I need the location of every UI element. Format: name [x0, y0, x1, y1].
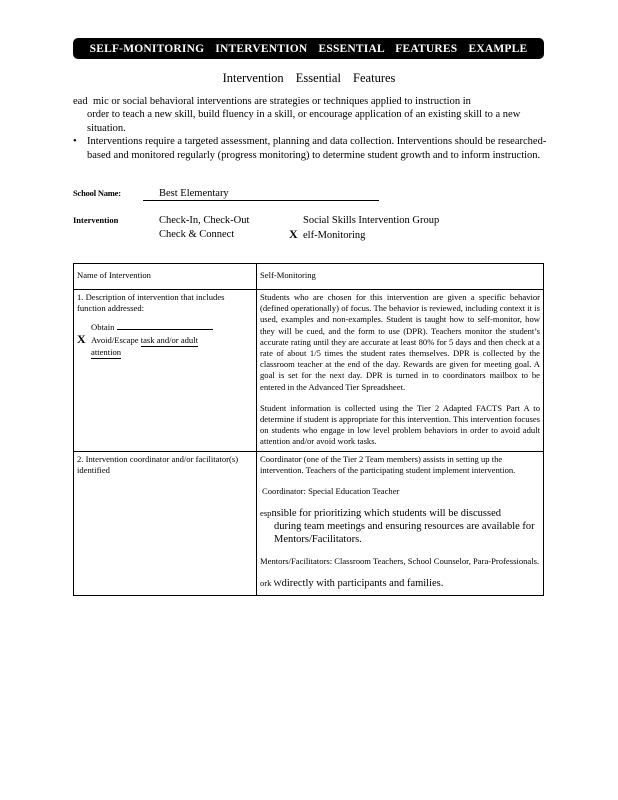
option-label: Check & Connect [159, 229, 235, 240]
option-label: Check-In, Check-Out [159, 215, 250, 226]
responsibility-paragraph [260, 507, 540, 546]
avoid-label-c: attention [91, 347, 121, 359]
avoid-row [77, 331, 253, 359]
obtain-row [77, 322, 253, 333]
header-left-text: Name of Intervention [77, 270, 151, 281]
intro-item-1-bullet: ead [73, 96, 88, 107]
option-self-monitoring[interactable] [289, 228, 365, 242]
header-right-text: Self-Monitoring [260, 270, 316, 281]
work-text: directly with participants and families. [281, 578, 444, 590]
option-check-and-connect[interactable] [145, 228, 234, 241]
description-title: 1. Description of intervention that includes function addressed: [77, 292, 225, 314]
school-name-row [73, 188, 379, 201]
option-label: Social Skills Intervention Group [303, 215, 440, 226]
page-subtitle: Intervention Essential Features [222, 71, 396, 85]
x-mark-icon[interactable]: X [289, 227, 298, 241]
coordinator-left-cell [74, 451, 257, 596]
obtain-blank-line [117, 329, 213, 330]
intervention-table [73, 263, 544, 596]
intervention-label: Intervention [73, 215, 119, 225]
x-mark-icon[interactable]: X [77, 331, 86, 346]
responsibility-line-1: nsible for prioritizing which students will be discussed [271, 508, 501, 520]
option-social-skills-group[interactable] [289, 214, 439, 227]
coordinator-paragraph-1: Coordinator (one of the Tier 2 Team members) assists in setting up the intervention. Teachers of the participating student implement intervention. [260, 453, 516, 475]
responsibility-prefix: esp [260, 508, 272, 519]
banner-title: SELF-MONITORING INTERVENTION ESSENTIAL FEATURES EXAMPLE [89, 42, 528, 55]
school-name-label: School Name: [73, 188, 121, 198]
obtain-label: Obtain [91, 322, 115, 333]
intro-item-1 [73, 95, 548, 135]
coordinator-right-cell [257, 451, 544, 596]
description-left-cell [74, 290, 257, 452]
responsibility-line-2: during team meetings and ensuring resources are available for Mentors/Facilitators. [274, 521, 535, 546]
option-check-in-check-out[interactable] [145, 214, 249, 227]
header-left-cell [74, 264, 257, 290]
table-row-coordinator [74, 451, 544, 596]
table-row-description [74, 290, 544, 452]
coordinator-paragraph-3: Mentors/Facilitators: Classroom Teachers, School Counselor, Para-Professionals. [260, 556, 540, 567]
intro-item-2 [73, 135, 548, 162]
school-name-value: Best Elementary [143, 188, 379, 201]
option-label: elf-Monitoring [303, 230, 366, 241]
avoid-label-a: Avoid/Escape [91, 334, 141, 345]
intro-list [73, 95, 548, 162]
coordinator-paragraph-2: Coordinator: Special Education Teacher [262, 486, 400, 497]
intro-item-2-bullet: • [73, 136, 77, 148]
intro-item-1-line2: order to teach a new skill, build fluency in a skill, or encourage application of an existing skill to a new situation. [87, 109, 521, 134]
description-right-cell [257, 290, 544, 452]
work-paragraph [260, 577, 540, 592]
work-prefix: ork W [260, 578, 282, 589]
title-banner [73, 38, 544, 59]
header-right-cell [257, 264, 544, 290]
coordinator-title: 2. Intervention coordinator and/or facilitator(s) identified [77, 453, 239, 475]
avoid-label-b: task and/or adult [141, 335, 198, 347]
description-paragraph-1: Students who are chosen for this intervention are given a specific behavior (defined operationally) of focus. The behavior is reviewed, including context it is used, examples and non-examples. Student is taught how to self-monitor, how they will be cued, and the form to use (DPR). Teachers monitor the student’s accurate rating until they are accurate at least 80% for 5 days and then check at a rate of about 1/5 times the student rates themselves. DPR is collected by the classroom teacher at the end of the day. Rewards are given for meeting goal. A goal is set for the next day. DPR is turned in to coordinators mailbox to be entered in the Advanced Tier Spreadsheet. [260, 292, 540, 392]
intro-item-2-text: Interventions require a targeted assessment, planning and data collection. Interventions should be researched-based and monitored regularly (progress monitoring) to determine student growth and to inform instruction. [87, 136, 547, 161]
table-header-row [74, 264, 544, 290]
description-paragraph-2: Student information is collected using the Tier 2 Adapted FACTS Part A to determine if student is appropriate for this intervention. This intervention focuses on students who engage in low level problem behaviors in order to avoid adult attention and/or avoid work tasks. [260, 402, 540, 447]
intro-item-1-line1: mic or social behavioral interventions are strategies or techniques applied to instruction in [93, 96, 471, 107]
